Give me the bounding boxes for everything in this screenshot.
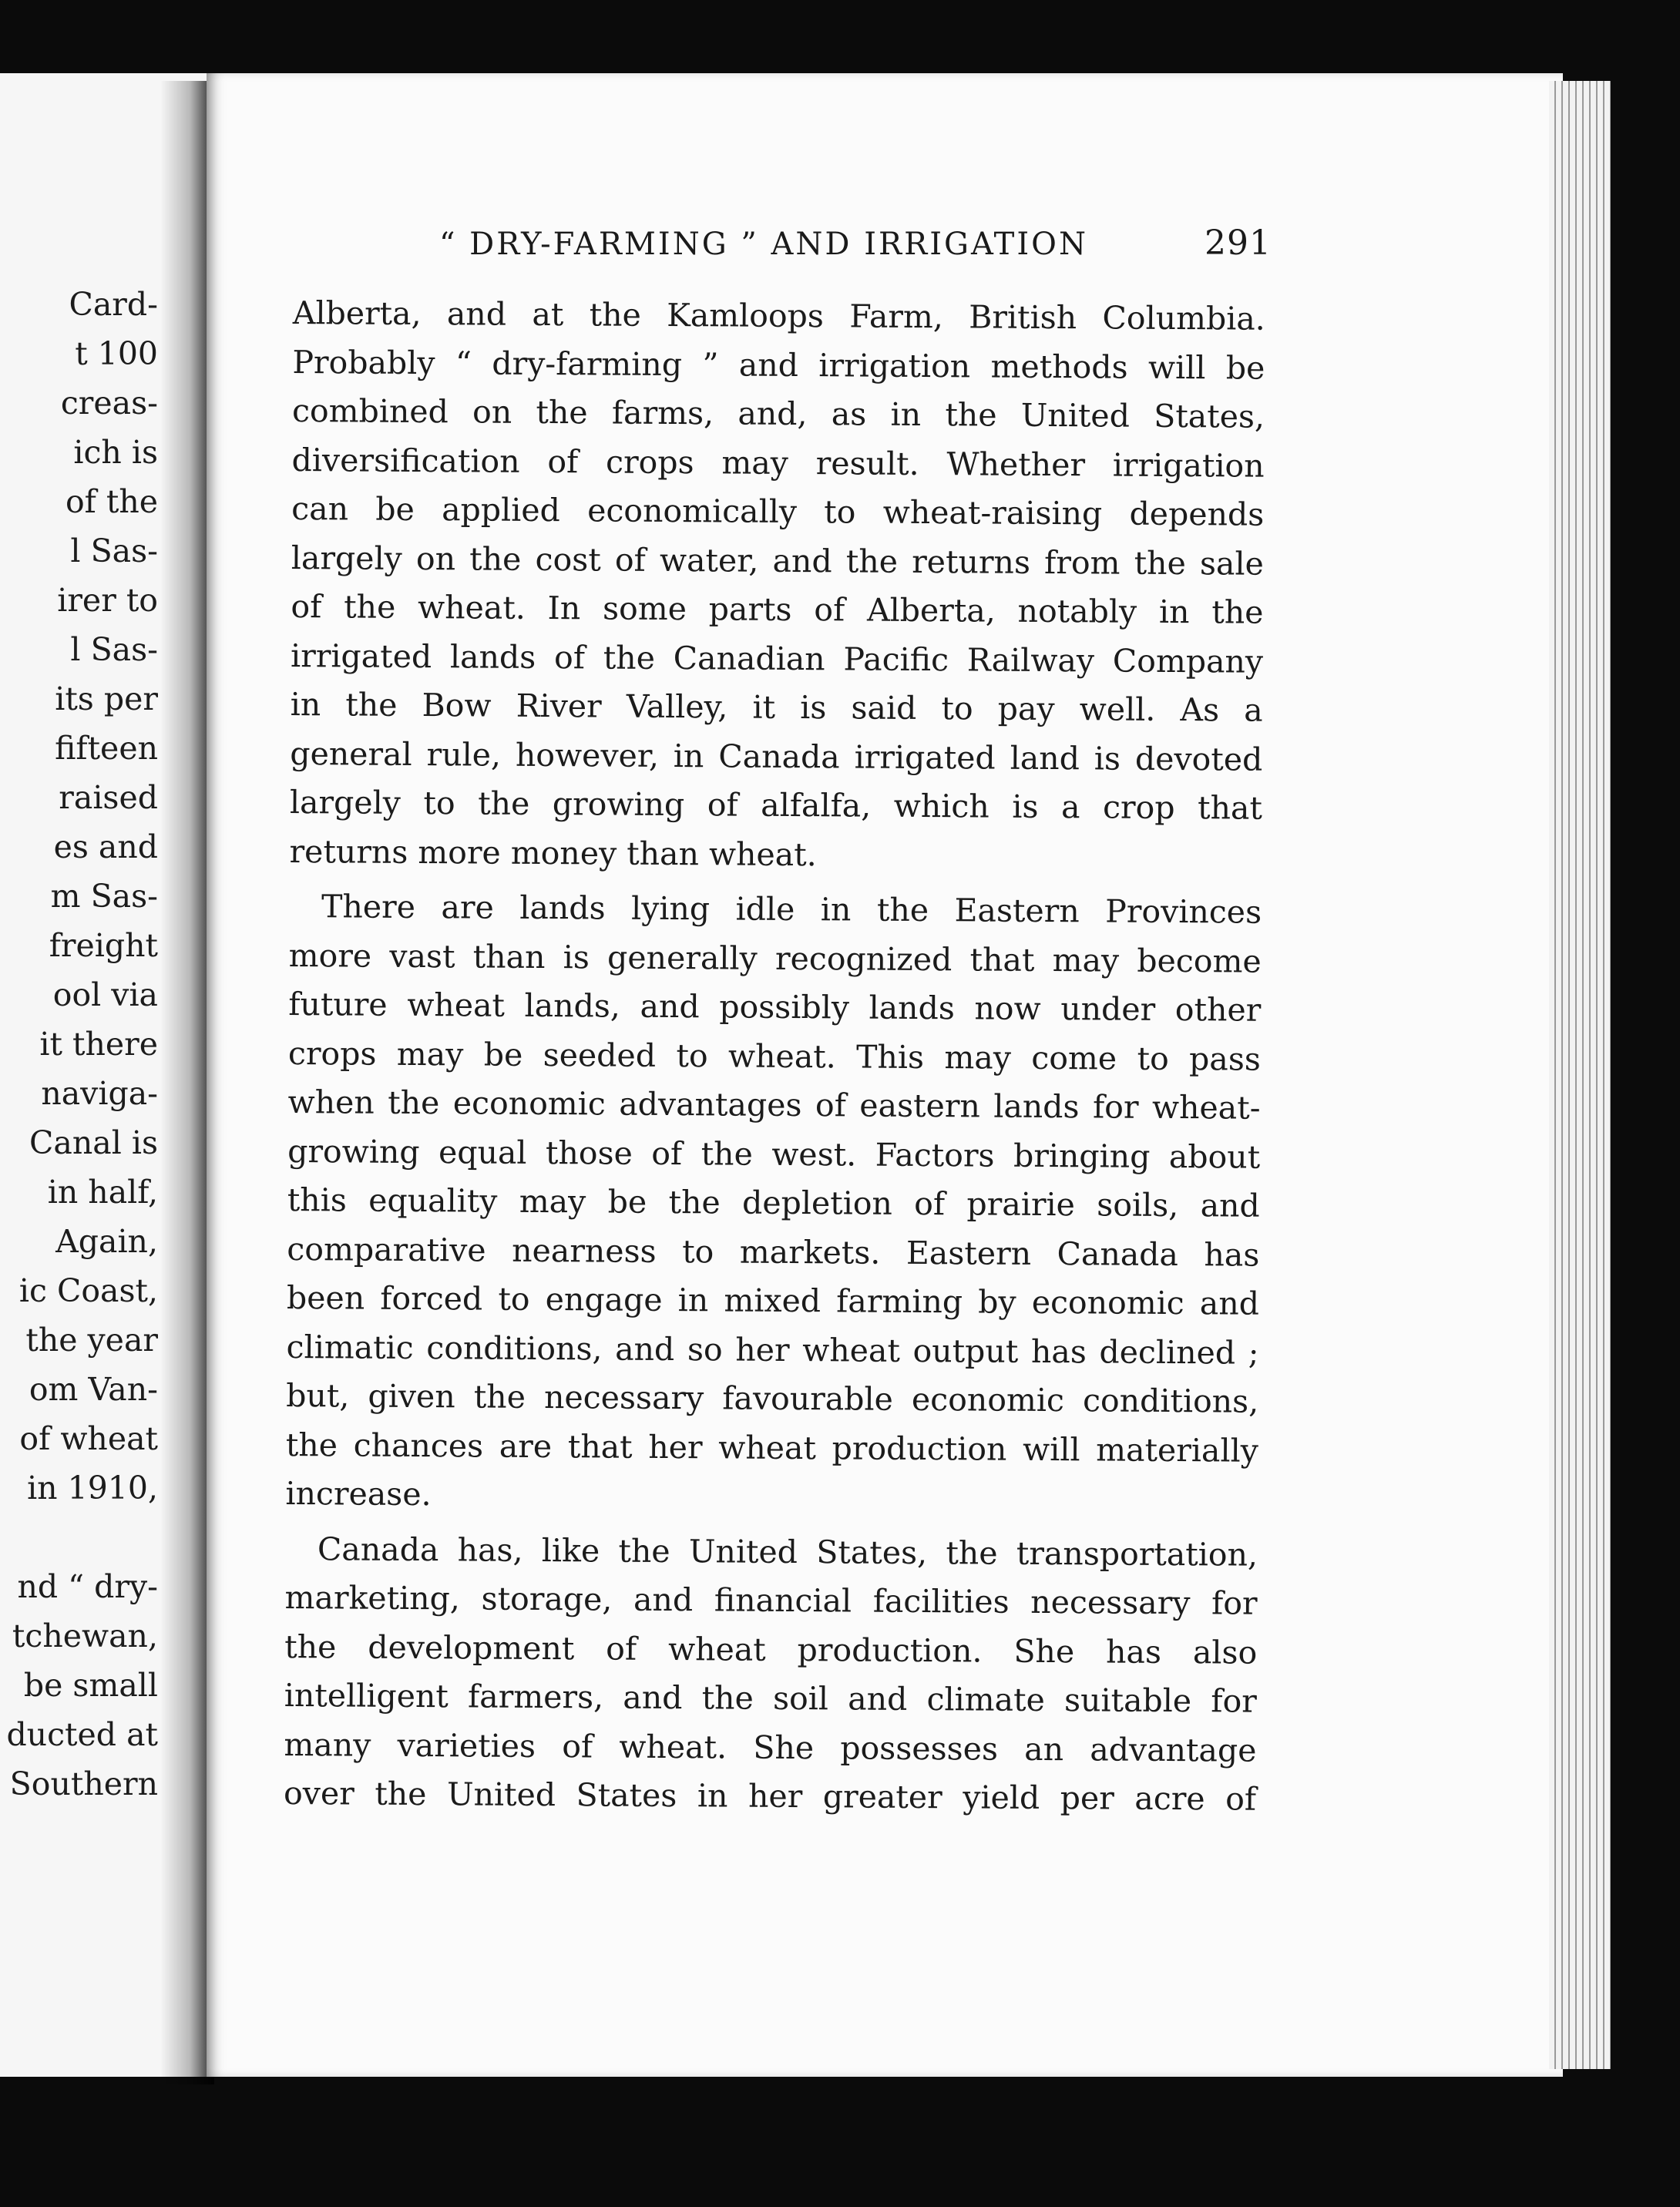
running-head [439,223,1272,263]
left-page-line: ool via [52,976,158,1013]
text-line: largely on the cost of water, and the returns from the sale [291,539,1264,583]
left-page-line: ic Coast, [18,1272,158,1309]
running-head-title: “ DRY-FARMING ” AND IRRIGATION [439,227,1088,262]
text-line: comparative nearness to markets. Eastern Canada has [287,1230,1260,1274]
left-page-line: Southern [9,1765,158,1802]
left-page-line: Again, [55,1223,158,1260]
text-line: but, given the necessary favourable economic conditions, [286,1376,1259,1420]
paragraph [289,289,1265,882]
left-page-line: fifteen [55,730,158,767]
text-line: crops may be seeded to wheat. This may come to pass [287,1034,1262,1078]
page-edges [1549,81,1611,2069]
text-line: Alberta, and at the Kamloops Farm, British Columbia. [292,294,1265,338]
text-line: There are lands lying idle in the Eastern Provinces [321,888,1262,931]
left-page-line: it there [39,1026,158,1063]
page-number: 291 [1205,223,1272,263]
left-page-line: in half, [47,1174,158,1211]
text-line: when the economic advantages of eastern lands for wheat- [287,1083,1261,1127]
left-page-line: in 1910, [27,1470,158,1507]
text-line: Canada has, like the United States, the transportation, [317,1530,1258,1574]
left-page-line: nd “ dry- [17,1568,158,1605]
text-line: been forced to engage in mixed farming by economic and [286,1278,1260,1322]
text-line: marketing, storage, and financial facilities necessary for [284,1578,1258,1622]
text-line: largely to the growing of alfalfa, which is a crop that [289,783,1263,827]
left-page-line: om Van- [29,1371,158,1408]
text-line: the chances are that her wheat production will materially [285,1426,1258,1470]
text-line: more vast than is generally recognized that may become [288,936,1262,980]
left-page-line: its per [55,680,158,717]
paragraph [285,882,1262,1524]
left-page-line: be small [23,1667,158,1704]
left-page-line: tchewan, [12,1617,158,1654]
text-line: increase. [285,1474,432,1513]
text-line: can be applied economically to wheat-raising depends [291,489,1265,533]
left-page-line: the year [25,1322,158,1359]
left-page-line: l Sas- [70,631,158,668]
paragraph [284,1524,1258,1824]
text-line: in the Bow River Valley, it is said to pay well. As a [290,685,1263,729]
text-line: returns more money than wheat. [289,832,817,873]
text-line: diversification of crops may result. Whether irrigation [291,441,1265,485]
left-page-line: ducted at [6,1716,158,1753]
left-page-line: freight [49,927,158,964]
left-page-line: ich is [73,434,158,471]
left-page-line: t 100 [75,335,158,372]
text-line: many varieties of wheat. She possesses an advantage [284,1725,1257,1769]
text-line: of the wheat. In some parts of Alberta, notably in the [291,587,1264,631]
left-page-line: es and [53,828,158,865]
text-line: over the United States in her greater yield per acre of [283,1774,1257,1818]
body-text [284,289,1265,1824]
left-page-line: creas- [60,385,158,422]
left-page-line: l Sas- [70,532,158,569]
left-page-line: irer to [57,582,158,619]
left-page-line: Canal is [29,1124,158,1161]
left-page-line: naviga- [41,1075,158,1112]
text-line: future wheat lands, and possibly lands now under other [288,985,1262,1029]
left-page-line: m Sas- [50,878,158,915]
left-page-line: of wheat [19,1420,158,1457]
text-line: combined on the farms, and, as in the United States, [291,391,1265,435]
text-line: general rule, however, in Canada irrigated land is devoted [290,734,1263,778]
left-page-line: raised [59,779,158,816]
text-line: the development of wheat production. She has also [284,1628,1258,1671]
text-line: irrigated lands of the Canadian Pacific Railway Company [290,637,1264,680]
text-line: climatic conditions, and so her wheat output has declined ; [286,1328,1259,1372]
text-line: Probably “ dry-farming ” and irrigation methods will be [292,343,1265,387]
text-line: this equality may be the depletion of prairie soils, and [287,1181,1260,1224]
left-page-line: Card- [69,286,158,323]
left-page-line: of the [65,483,158,520]
text-line: growing equal those of the west. Factors bringing about [287,1132,1261,1176]
text-line: intelligent farmers, and the soil and climate suitable for [284,1676,1257,1720]
